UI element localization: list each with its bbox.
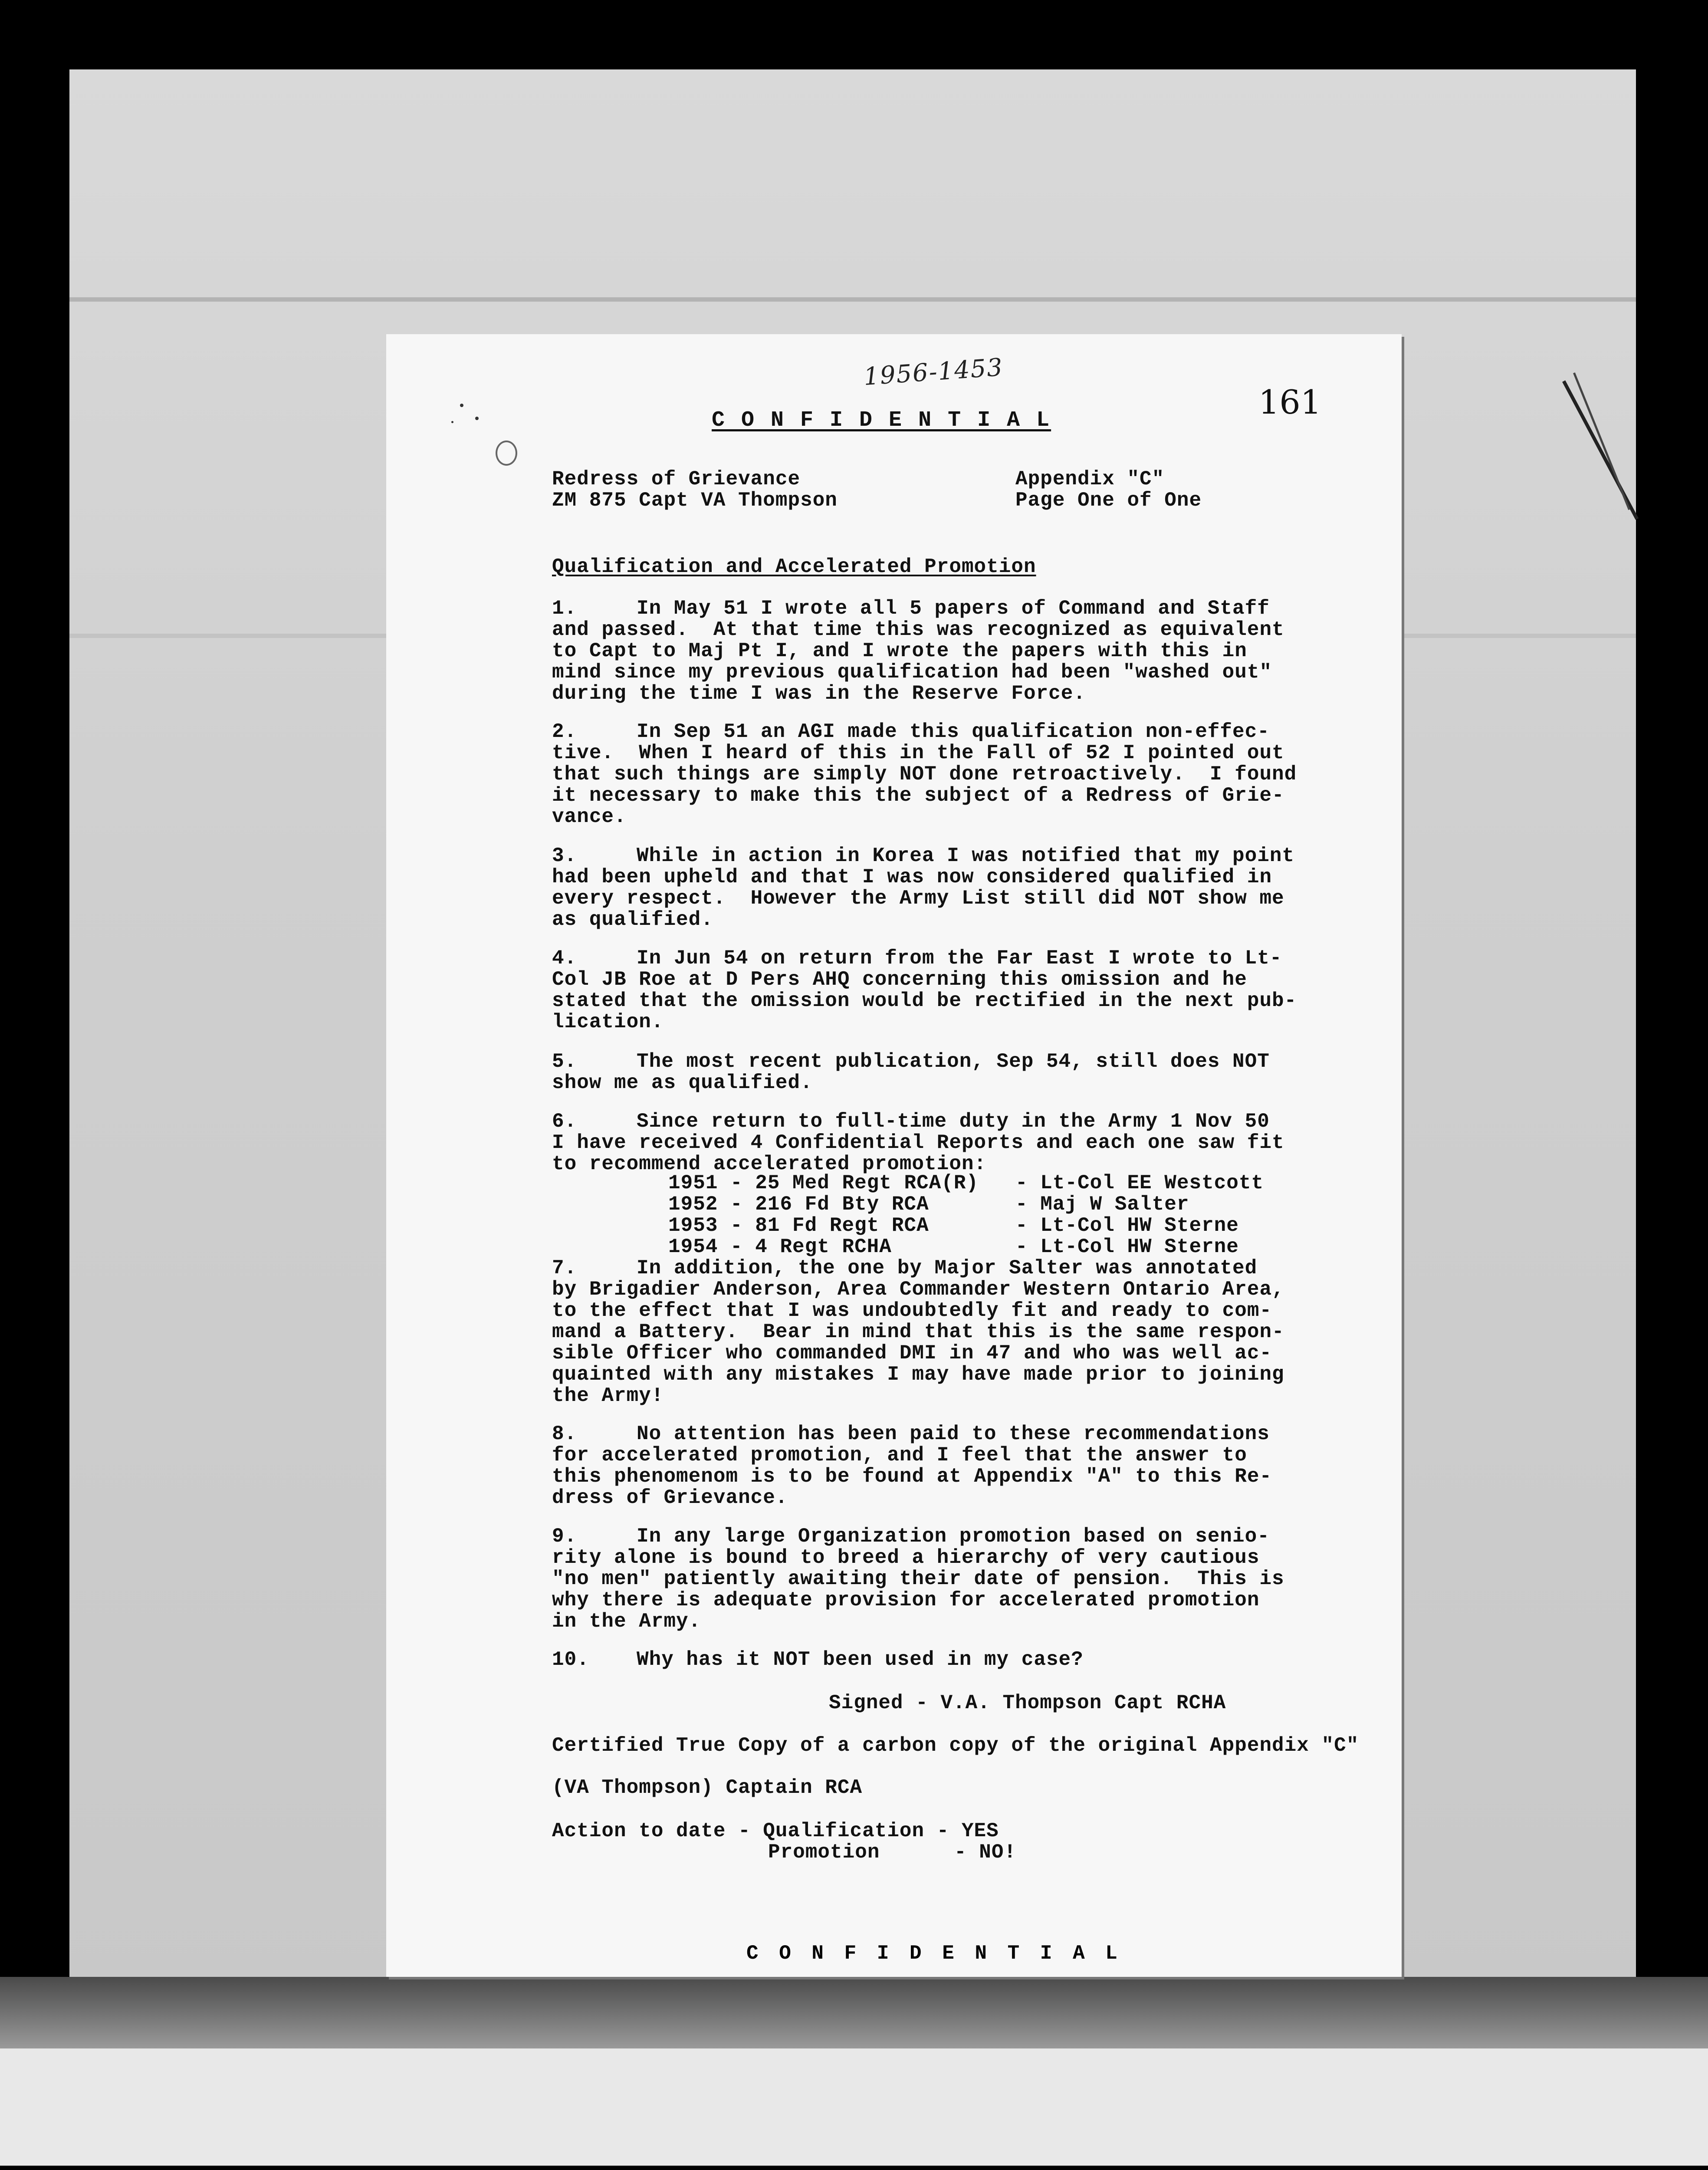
certification-line: Certified True Copy of a carbon copy of the original Appendix "C" xyxy=(552,1734,1359,1757)
paragraph-line: during the time I was in the Reserve Force. xyxy=(552,682,1086,705)
paragraph-line: stated that the omission would be rectified in the next pub- xyxy=(552,990,1297,1012)
report-officer: - Maj W Salter xyxy=(1015,1193,1189,1216)
paragraph-line: Why has it NOT been used in my case? xyxy=(637,1648,1084,1671)
section-title: Qualification and Accelerated Promotion xyxy=(552,556,1036,578)
paragraph-line: this phenomenom is to be found at Appendix "A" to this Re- xyxy=(552,1465,1272,1488)
paragraph-line: why there is adequate provision for accelerated promotion xyxy=(552,1589,1260,1611)
classification-header: C O N F I D E N T I A L xyxy=(712,408,1051,433)
paragraph-line: every respect. However the Army List still did NOT show me xyxy=(552,887,1284,910)
paragraph-number: 8. xyxy=(552,1423,577,1445)
paragraph-line: In May 51 I wrote all 5 papers of Command and Staff xyxy=(637,597,1270,620)
paragraph-line: Col JB Roe at D Pers AHQ concerning this omission and he xyxy=(552,968,1247,991)
paragraph-line: to the effect that I was undoubtedly fit and ready to com- xyxy=(552,1299,1272,1322)
reports-table xyxy=(668,1173,1363,1259)
report-unit: 1954 - 4 Regt RCHA xyxy=(668,1236,892,1258)
paragraph-line: sible Officer who commanded DMI in 47 and who was well ac- xyxy=(552,1342,1272,1364)
signature-line: Signed - V.A. Thompson Capt RCHA xyxy=(829,1692,1226,1714)
paragraph-line: mand a Battery. Bear in mind that this is the same respon- xyxy=(552,1321,1284,1343)
fold-line xyxy=(69,297,1636,302)
paragraph-line: vance. xyxy=(552,806,627,828)
paragraph-line: While in action in Korea I was notified that my point xyxy=(637,845,1295,867)
certifier-name: (VA Thompson) Captain RCA xyxy=(552,1776,863,1799)
paragraph-number: 6. xyxy=(552,1110,577,1133)
paragraph-line: In Jun 54 on return from the Far East I wrote to Lt- xyxy=(637,947,1282,970)
paragraph-line: in the Army. xyxy=(552,1610,701,1633)
speck xyxy=(475,417,479,420)
paragraph-number: 1. xyxy=(552,597,577,620)
report-officer: - Lt-Col HW Sterne xyxy=(1015,1236,1239,1258)
page-number: 161 xyxy=(1258,383,1322,421)
paragraph-line: and passed. At that time this was recognized as equivalent xyxy=(552,618,1284,641)
paragraph-line: The most recent publication, Sep 54, still does NOT xyxy=(637,1050,1270,1073)
bottom-shadow-strip xyxy=(0,1977,1708,2048)
paragraph-number: 2. xyxy=(552,720,577,743)
paragraph-line: tive. When I heard of this in the Fall of 52 I pointed out xyxy=(552,742,1284,764)
paragraph-line: mind since my previous qualification had been "washed out" xyxy=(552,661,1272,684)
paragraph-line: show me as qualified. xyxy=(552,1072,813,1094)
paragraph-number: 4. xyxy=(552,947,577,970)
paragraph-number: 9. xyxy=(552,1525,577,1548)
appendix-label: Appendix "C" xyxy=(1015,468,1165,490)
punch-hole xyxy=(496,441,517,466)
paragraph-line: lication. xyxy=(552,1011,664,1033)
paragraph-line: by Brigadier Anderson, Area Commander Western Ontario Area, xyxy=(552,1278,1284,1301)
report-unit: 1953 - 81 Fd Regt RCA xyxy=(668,1214,929,1237)
paragraph-number: 5. xyxy=(552,1050,577,1073)
paragraph-line: the Army! xyxy=(552,1384,664,1407)
paragraph-number: 10. xyxy=(552,1648,589,1671)
report-officer: - Lt-Col HW Sterne xyxy=(1015,1214,1239,1237)
classification-footer: C O N F I D E N T I A L xyxy=(746,1942,1122,1965)
paragraph-line: Since return to full-time duty in the Army 1 Nov 50 xyxy=(637,1110,1270,1133)
paragraph-number: 7. xyxy=(552,1257,577,1279)
paragraph-line: In addition, the one by Major Salter was annotated xyxy=(637,1257,1258,1279)
paragraph-line: "no men" patiently awaiting their date of pension. This is xyxy=(552,1568,1284,1590)
paragraph-line: In any large Organization promotion based on senio- xyxy=(637,1525,1270,1548)
report-officer: - Lt-Col EE Westcott xyxy=(1015,1172,1264,1194)
bottom-margin xyxy=(0,2048,1708,2170)
report-unit: 1951 - 25 Med Regt RCA(R) xyxy=(668,1172,979,1194)
paragraph-line: to Capt to Maj Pt I, and I wrote the papers with this in xyxy=(552,640,1247,662)
paragraph-line: it necessary to make this the subject of a Redress of Grie- xyxy=(552,784,1284,807)
paragraph-line: dress of Grievance. xyxy=(552,1486,788,1509)
subject-line: Redress of Grievance xyxy=(552,468,801,490)
action-status-promotion: Promotion - NO! xyxy=(768,1841,1017,1864)
paragraph-line: for accelerated promotion, and I feel that the answer to xyxy=(552,1444,1247,1466)
subject-reference: ZM 875 Capt VA Thompson xyxy=(552,489,838,512)
paragraph-line: had been upheld and that I was now considered qualified in xyxy=(552,866,1272,888)
paragraph-line: that such things are simply NOT done retroactively. I found xyxy=(552,763,1297,786)
page-count-label: Page One of One xyxy=(1015,489,1202,512)
speck xyxy=(451,421,453,423)
paragraph-line: I have received 4 Confidential Reports and each one saw fit xyxy=(552,1131,1284,1154)
bottom-border xyxy=(0,2166,1708,2170)
paragraph-line: as qualified. xyxy=(552,908,713,931)
paragraph-line: to recommend accelerated promotion: xyxy=(552,1153,987,1175)
paragraph-line: In Sep 51 an AGI made this qualification non-effec- xyxy=(637,720,1270,743)
handwritten-file-number: 1956-1453 xyxy=(863,353,1004,391)
report-unit: 1952 - 216 Fd Bty RCA xyxy=(668,1193,929,1216)
paragraph-line: No attention has been paid to these recommendations xyxy=(637,1423,1270,1445)
paragraph-number: 3. xyxy=(552,845,577,867)
document-page xyxy=(386,334,1402,1977)
paragraph-line: quainted with any mistakes I may have made prior to joining xyxy=(552,1363,1284,1386)
paragraph-line: rity alone is bound to breed a hierarchy of very cautious xyxy=(552,1546,1260,1569)
speck xyxy=(460,404,463,407)
action-status-qualification: Action to date - Qualification - YES xyxy=(552,1820,999,1842)
